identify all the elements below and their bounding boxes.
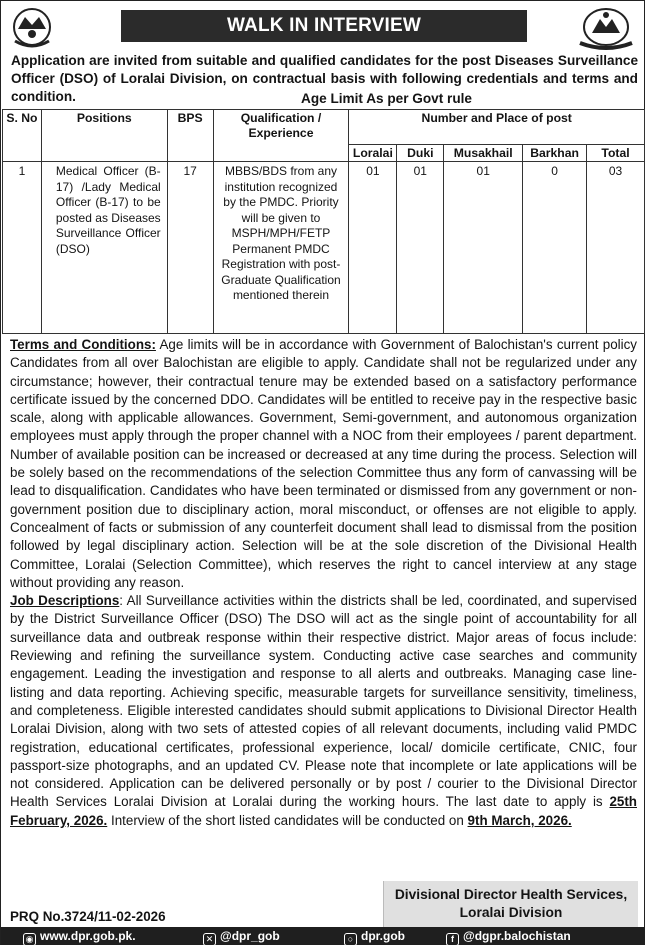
terms-and-job-section: [10, 336, 637, 830]
header-sno: S. No: [3, 110, 42, 162]
header-duki: Duki: [397, 145, 444, 162]
age-limit-text: Age Limit As per Govt rule: [301, 91, 472, 106]
header-qualification: Qualification / Experience: [213, 110, 349, 162]
twitter-icon: ✕: [203, 933, 216, 945]
facebook-icon: f: [446, 933, 459, 945]
footer-bar: [1, 927, 645, 945]
instagram-handle[interactable]: dpr.gob: [361, 929, 405, 943]
job-body: : All Surveillance activities within the districts shall be led, coordinated, and supervised by the District Surveillance Officer (DSO) The DSO will act as the single point of accountability for all surveillance data and outbreak response within their respective district. Major areas of focus include: Reviewing and refining the surveillance system. Conducting active case searches and community engagement. Leading the investigation and response to all alerts and outbreaks. Managing case line-listing and data reporting. Achieving specific, measurable targets for surveillance sensitivity, timeliness, and completeness. Eligible interested candidates should submit applications to Divisional Director Health Loralai Division, along with two sets of attested copies of all relevant documents, including valid PMDC registration, educational certificates, professional experience, local/ domicile certificate, CNIC, four passport-size photographs, and an updated CV. Please note that incomplete or late applications will be not considered. Application can be delivered personally or by post / courier to the Divisional Director Health Services Loralai Division at Loralai during the working hours. The last date to apply is: [10, 593, 637, 810]
globe-icon: ◉: [23, 933, 36, 945]
cell-bps: 17: [167, 162, 213, 334]
interview-text: Interview of the short listed candidates will be conducted on: [107, 812, 468, 828]
footer-instagram[interactable]: [344, 927, 405, 945]
header-places: Number and Place of post: [349, 110, 645, 145]
terms-paragraph: [10, 336, 637, 592]
header-bps: BPS: [167, 110, 213, 162]
footer-website[interactable]: [23, 927, 136, 945]
posts-table: [2, 109, 645, 334]
job-heading: Job Descriptions: [10, 593, 120, 609]
job-paragraph: [10, 592, 637, 830]
health-department-logo: [574, 7, 638, 51]
header-barkhan: Barkhan: [523, 145, 587, 162]
signature-line-2: Loralai Division: [459, 905, 563, 920]
cell-position: Medical Officer (B-17) /Lady Medical Officer (B-17) to be posted as Diseases Surveillance Officer (DSO): [41, 162, 167, 334]
age-limit: [1, 91, 645, 106]
interview-date: 9th March, 2026.: [467, 812, 572, 828]
instagram-icon: ○: [344, 933, 357, 945]
header-total: Total: [587, 145, 645, 162]
cell-duki: 01: [397, 162, 444, 334]
cell-sno: 1: [3, 162, 42, 334]
header-positions: Positions: [41, 110, 167, 162]
website-link[interactable]: www.dpr.gob.pk.: [40, 929, 136, 943]
prq-number: PRQ No.3724/11-02-2026: [10, 909, 166, 924]
cell-loralai: 01: [349, 162, 397, 334]
header-musakhail: Musakhail: [444, 145, 523, 162]
balochistan-emblem-logo: [7, 7, 57, 51]
footer-facebook[interactable]: [446, 927, 571, 945]
header-loralai: Loralai: [349, 145, 397, 162]
signature-block: [383, 881, 638, 928]
last-date: 25th February, 2026.: [10, 794, 637, 828]
cell-qualification: MBBS/BDS from any institution recognized by the PMDC. Priority will be given to MSPH/MPH/FETP Permanent PMDC Registration with post- Graduate Qualification mentioned therein: [213, 162, 349, 334]
cell-barkhan: 0: [523, 162, 587, 334]
twitter-handle[interactable]: @dpr_gob: [220, 929, 280, 943]
cell-musakhail: 01: [444, 162, 523, 334]
intro-paragraph: Application are invited from suitable and qualified candidates for the post Diseases Surveillance Officer (DSO) of Loralai Division, on contractual basis with following credentials and terms and condition.: [11, 53, 638, 104]
signature-line-1: Divisional Director Health Services,: [394, 887, 628, 902]
terms-body: Age limits will be in accordance with Government of Balochistan's current policy Candidates from all over Balochistan are eligible to apply. Candidate shall not be regularized under any circumstance; however, their contractual tenure may be extended based on a satisfactory performance certificate issued by the concerned DDO. Candidates will be entitled to receive pay in the respective basic scale, along with applicable allowances. Government, Semi-government, and autonomous organization employees must apply through the proper channel with a NOC from their employees / parent department. Number of available position can be increased or decreased at any time during the process. Selection will be solely based on the recommendations of the selection Committee thus any form of canvassing will be lead to disqualification. Candidates who have been terminated or dismissed from any government or non-government position due to disciplinary action, moral misconduct, or offenses are not eligible to apply. Concealment of facts or submission of any counterfeit document shall lead to dismissal from the position followed by legal disciplinary action. Selection will be at the sole discretion of the Divisional Health Committee, Loralai (Selection Committee), which reserves the right to cancel interview at any stage without providing any reason.: [10, 337, 637, 590]
facebook-handle[interactable]: @dgpr.balochistan: [463, 929, 571, 943]
walk-in-interview-banner: WALK IN INTERVIEW: [121, 10, 527, 42]
cell-total: 03: [587, 162, 645, 334]
terms-heading: Terms and Conditions:: [10, 337, 156, 352]
table-row: [3, 162, 645, 334]
footer-twitter[interactable]: [203, 927, 280, 945]
